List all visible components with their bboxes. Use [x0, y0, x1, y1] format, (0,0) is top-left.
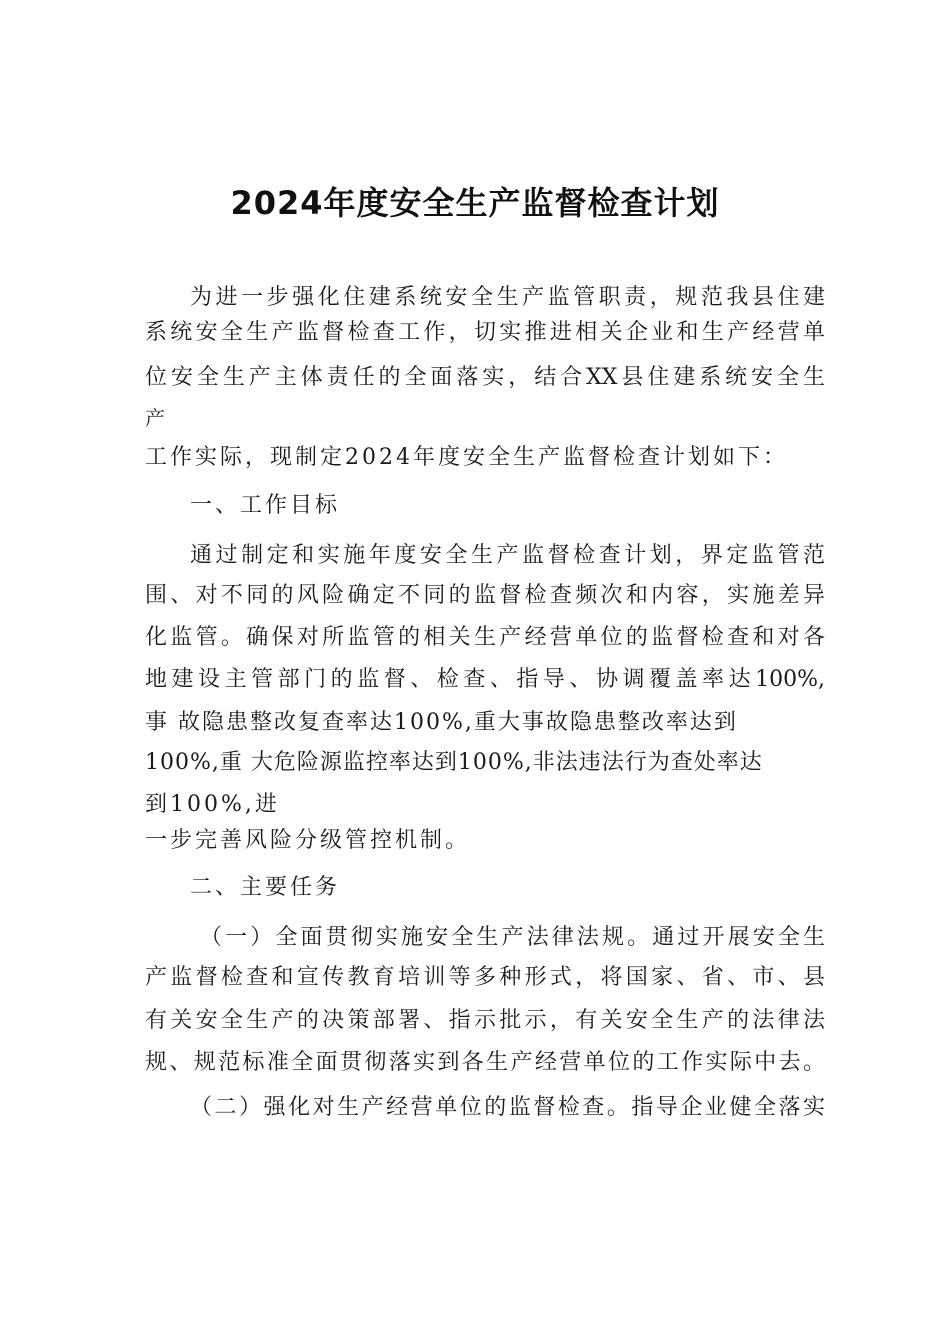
section-heading: 一、工作目标 [190, 493, 341, 518]
paragraph-line: （一）全面贯彻实施安全生产法律法规。通过开展安全生 [200, 925, 825, 950]
paragraph-line: 规、规范标准全面贯彻落实到各生产经营单位的工作实际中去。 [145, 1050, 825, 1075]
paragraph-line: 到100%,进 [145, 792, 280, 817]
paragraph-line: 围、对不同的风险确定不同的监督检查频次和内容，实施差异 [145, 583, 825, 608]
paragraph-line: 位安全生产主体责任的全面落实，结合XX县住建系统安全生 [145, 365, 825, 390]
paragraph-line: 工作实际，现制定2024年度安全生产监督检查计划如下： [145, 445, 788, 470]
paragraph-line: 事 故隐患整改复查率达100%,重大事故隐患整改率达到 [145, 710, 738, 735]
paragraph-line: 通过制定和实施年度安全生产监督检查计划，界定监管范 [190, 543, 825, 568]
paragraph-line: （二）强化对生产经营单位的监督检查。指导企业健全落实 [190, 1095, 825, 1120]
paragraph-line: 100%,重 大危险源监控率达到100%,非法违法行为查处率达 [145, 750, 763, 775]
document-title: 2024年度安全生产监督检查计划 [230, 184, 720, 222]
paragraph-line: 为进一步强化住建系统安全生产监管职责，规范我县住建 [190, 285, 825, 310]
paragraph-line: 系统安全生产监督检查工作，切实推进相关企业和生产经营单 [145, 320, 825, 345]
section-heading: 二、主要任务 [190, 875, 341, 900]
paragraph-line: 产监督检查和宣传教育培训等多种形式，将国家、省、市、县 [145, 965, 825, 990]
paragraph-line: 有关安全生产的决策部署、指示批示，有关安全生产的法律法 [145, 1008, 825, 1033]
paragraph-line: 地建设主管部门的监督、检查、指导、协调覆盖率达100%, [145, 667, 825, 692]
paragraph-line: 产 [145, 406, 168, 430]
paragraph-line: 一步完善风险分级管控机制。 [145, 828, 471, 853]
paragraph-line: 化监管。确保对所监管的相关生产经营单位的监督检查和对各 [145, 625, 825, 650]
